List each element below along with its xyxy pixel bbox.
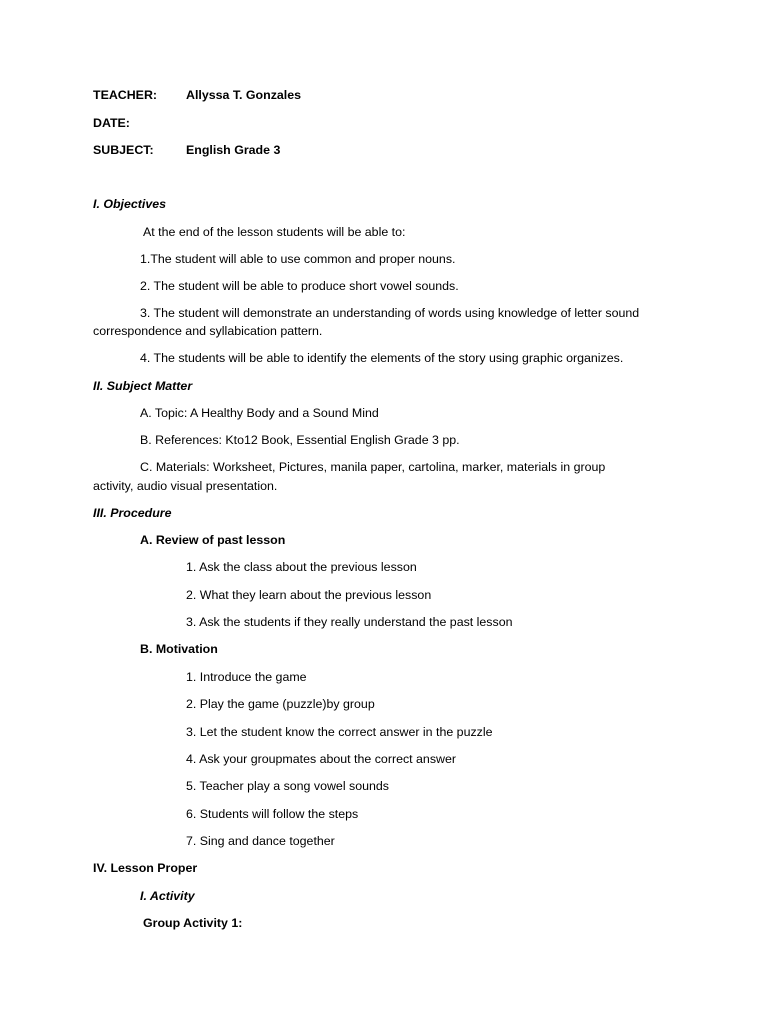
- objective-item: 3. The student will demonstrate an understanding of words using knowledge of letter sound: [140, 306, 640, 320]
- date-label: DATE:: [93, 116, 130, 130]
- activity-heading: I. Activity: [140, 889, 195, 903]
- review-heading: A. Review of past lesson: [140, 533, 286, 547]
- objective-item: 4. The students will be able to identify the elements of the story using graphic organizes.: [140, 351, 624, 365]
- objective-item-continuation: correspondence and syllabication pattern.: [93, 324, 323, 338]
- review-item: 3. Ask the students if they really understand the past lesson: [186, 615, 513, 629]
- subject-label: SUBJECT:: [93, 143, 154, 157]
- references-line: B. References: Kto12 Book, Essential English Grade 3 pp.: [140, 433, 460, 447]
- materials-line-continuation: activity, audio visual presentation.: [93, 479, 278, 493]
- objective-item: 2. The student will be able to produce short vowel sounds.: [140, 279, 459, 293]
- motivation-heading: B. Motivation: [140, 642, 218, 656]
- motivation-item: 5. Teacher play a song vowel sounds: [186, 779, 389, 793]
- objective-item: 1.The student will able to use common and proper nouns.: [140, 252, 456, 266]
- subject-matter-heading: II. Subject Matter: [93, 379, 193, 393]
- motivation-item: 1. Introduce the game: [186, 670, 307, 684]
- topic-line: A. Topic: A Healthy Body and a Sound Mind: [140, 406, 379, 420]
- review-item: 1. Ask the class about the previous lesson: [186, 560, 417, 574]
- materials-line: C. Materials: Worksheet, Pictures, manila paper, cartolina, marker, materials in group: [140, 460, 606, 474]
- motivation-item: 4. Ask your groupmates about the correct answer: [186, 752, 456, 766]
- objectives-heading: I. Objectives: [93, 197, 167, 211]
- teacher-label: TEACHER:: [93, 88, 158, 102]
- motivation-item: 7. Sing and dance together: [186, 834, 335, 848]
- objectives-intro: At the end of the lesson students will be able to:: [143, 225, 406, 239]
- motivation-item: 6. Students will follow the steps: [186, 807, 359, 821]
- procedure-heading: III. Procedure: [93, 506, 172, 520]
- group-activity-heading: Group Activity 1:: [143, 916, 243, 930]
- lesson-proper-heading: IV. Lesson Proper: [93, 861, 198, 875]
- motivation-item: 2. Play the game (puzzle)by group: [186, 697, 375, 711]
- motivation-item: 3. Let the student know the correct answer in the puzzle: [186, 725, 493, 739]
- teacher-value: Allyssa T. Gonzales: [186, 88, 302, 102]
- subject-value: English Grade 3: [186, 143, 281, 157]
- review-item: 2. What they learn about the previous lesson: [186, 588, 432, 602]
